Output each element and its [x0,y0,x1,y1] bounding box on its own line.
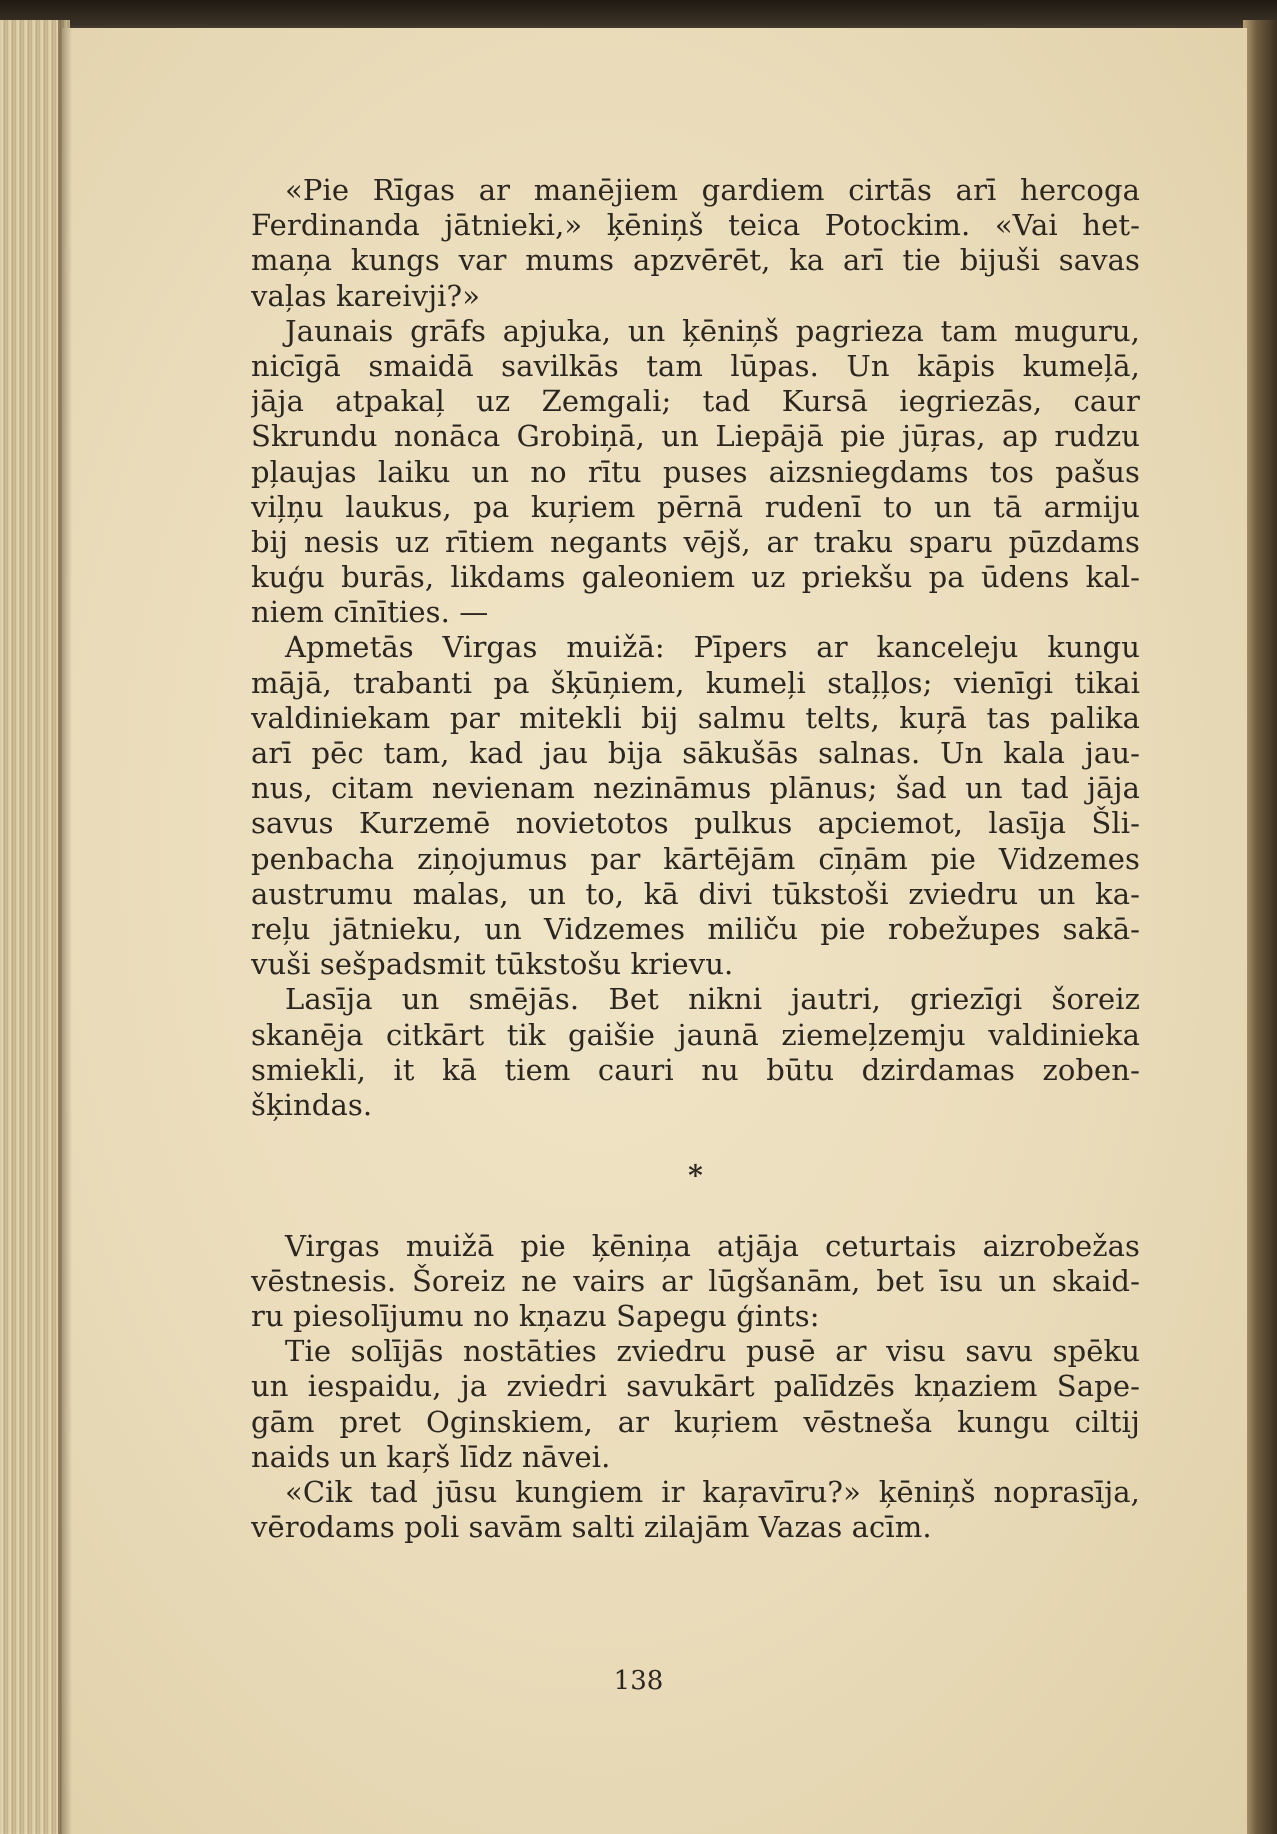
text-line: penbacha ziņojumus par kārtējām cīņām pie Vidzemes [251,841,1140,876]
text-line: Tie solījās nostāties zviedru pusē ar visu savu spēku [285,1334,1140,1369]
page-number: 138 [613,1666,664,1696]
text-line: arī pēc tam, kad jau bija sākušās salnas. Un kala jau- [251,736,1140,770]
text-line: Lasīja un smējās. Bet nikni jautri, griezīgi šoreiz [285,982,1140,1017]
text-line: savus Kurzemē novietotos pulkus apciemot, lasīja Šli- [251,806,1140,841]
text-line: nicīgā smaidā savilkās tam lūpas. Un kāpis kumeļā, [251,348,1140,383]
section-separator: * [688,1159,703,1193]
text-line: pļaujas laiku un no rītu puses aizsniegdams tos pašus [251,454,1140,489]
text-line: «Pie Rīgas ar manējiem gardiem cirtās arī hercoga [285,173,1140,207]
text-line: skanēja citkārt tik gaišie jaunā ziemeļzemju valdinieka [251,1017,1140,1052]
section-gap [251,1123,1140,1158]
text-line: vēstnesis. Šoreiz ne vairs ar lūgšanām, bet īsu un skaid- [251,1263,1140,1298]
text-line: Virgas muižā pie ķēniņa atjāja ceturtais aizrobežas [285,1228,1140,1263]
text-line: Ferdinanda jātnieki,» ķēniņš teica Potockim. «Vai het- [251,208,1140,243]
text-line: smiekli, it kā tiem cauri nu būtu dzirdamas zoben- [251,1052,1140,1087]
text-line: bij nesis uz rītiem negants vējš, ar traku sparu pūzdams [251,524,1140,559]
text-line: un iespaidu, ja zviedri savukārt palīdzēs kņaziem Sape- [251,1369,1140,1404]
text-line: šķindas. [251,1087,373,1122]
text-line: vērodams poli savām salti zilajām Vazas acīm. [251,1510,932,1545]
text-line: reļu jātnieku, un Vidzemes miliču pie robežupes sakā- [251,911,1140,946]
text-line: mājā, trabanti pa šķūņiem, kumeļi staļļos; vienīgi tikai [251,665,1140,700]
text-line: «Cik tad jūsu kungiem ir kaŗavīru?» ķēniņš noprasīja, [285,1474,1140,1509]
text-line: viļņu laukus, pa kuŗiem pērnā rudenī to un tā armiju [251,489,1140,524]
text-line: jāja atpakaļ uz Zemgali; tad Kursā iegriezās, caur [251,384,1140,419]
text-line: gām pret Oginskiem, ar kuŗiem vēstneša kungu ciltij [251,1404,1140,1439]
text-line: kuģu burās, likdams galeoniem uz priekšu pa ūdens kal- [251,560,1140,595]
text-line: Jaunais grāfs apjuka, un ķēniņš pagrieza tam muguru, [285,313,1140,348]
text-line: nus, citam nevienam nezināmus plānus; šad un tad jāja [251,771,1140,806]
section-gap [251,1193,1140,1228]
text-section-2 [251,1229,1140,1546]
text-line: Apmetās Virgas muižā: Pīpers ar kanceleju kungu [285,630,1140,665]
text-line: vuši sešpadsmit tūkstošu krievu. [251,947,734,982]
text-line: maņa kungs var mums apzvērēt, ka arī tie bijuši savas [251,243,1140,278]
text-section-1 [251,173,1140,1123]
text-line: valdiniekam par mitekli bij salmu telts, kuŗā tas palika [251,700,1140,735]
gutter-shadow [58,20,72,1834]
book-right-edge [1243,20,1277,1834]
page-text [251,173,1140,1545]
text-line: niem cīnīties. — [251,595,489,630]
text-line: vaļas kareivji?» [251,278,481,313]
text-line: naids un kaŗš līdz nāvei. [251,1439,611,1474]
text-line: austrumu malas, un to, kā divi tūkstoši zviedru un ka- [251,876,1140,911]
text-line: Skrundu nonāca Grobiņā, un Liepājā pie jūŗas, ap rudzu [251,419,1140,454]
text-line: ru piesolījumu no kņazu Sapegu ģints: [251,1299,820,1333]
